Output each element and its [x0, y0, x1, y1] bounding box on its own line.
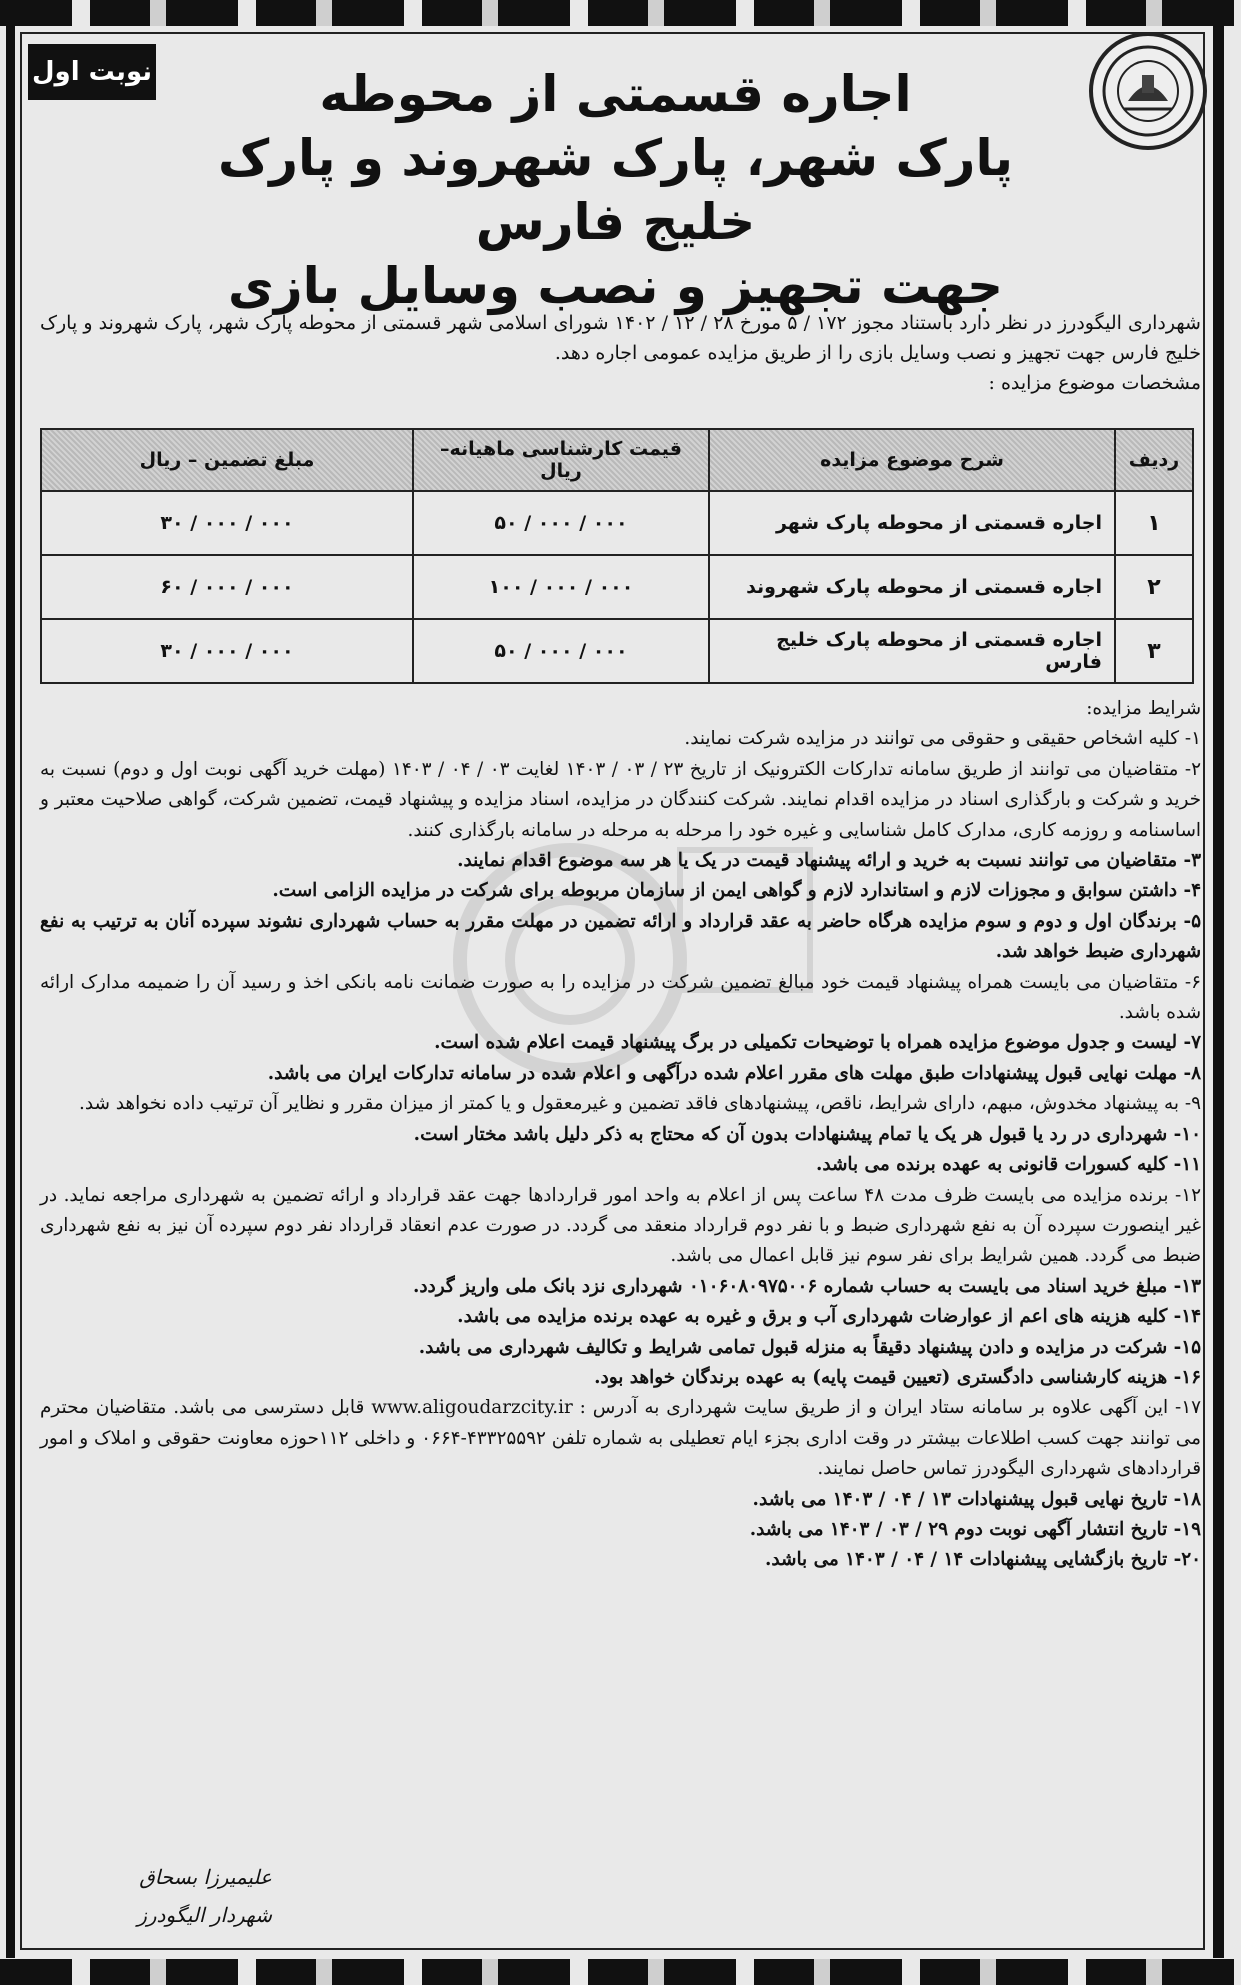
conditions-section — [40, 694, 1201, 1576]
row-expert-price: ۰۰۰ / ۰۰۰ / ۵۰ — [413, 491, 709, 555]
intro-section — [40, 308, 1201, 398]
header-deposit: مبلغ تضمین – ریال — [41, 429, 413, 491]
condition-item: ۱۶- هزینه کارشناسی دادگستری (تعیین قیمت پایه) به عهده برندگان خواهد بود. — [594, 1366, 1201, 1388]
header-expert-price: قیمت کارشناسی ماهیانه– ریال — [413, 429, 709, 491]
condition-item: ۱۲- برنده مزایده می بایست ظرف مدت ۴۸ ساعت پس از اعلام به واحد امور قراردادها جهت عقد قرارداد و ارائه تضمین به شهرداری مراجعه نماید. در غیر اینصورت سپرده آن به نفع شهرداری ضبط و با نفر دوم قرارداد منعقد می گردد. در صورت عدم انعقاد قرارداد نفر دوم سپرده آن نیز به نفع شهرداری ضبط می گردد. همین شرایط برای نفر سوم نیز قابل اعمال می باشد. — [40, 1184, 1201, 1267]
signer-name: علیمیرزا بسحاق — [139, 1865, 272, 1889]
table-row — [41, 491, 1193, 555]
table-header-row — [41, 429, 1193, 491]
condition-item: ۲۰- تاریخ بازگشایی پیشنهادات ۱۴ / ۰۴ / ۱۴۰۳ می باشد. — [764, 1549, 1201, 1571]
conditions-heading: شرایط مزایده: — [1086, 698, 1201, 719]
row-description: اجاره قسمتی از محوطه پارک خلیج فارس — [709, 619, 1115, 683]
row-number: ۱ — [1115, 491, 1193, 555]
signature-block — [32, 1858, 272, 1934]
condition-item: ۸- مهلت نهایی قبول پیشنهادات طبق مهلت های مقرر اعلام شده درآگهی و اعلام شده در سامانه تدارکات ایران می باشد. — [267, 1062, 1201, 1084]
row-deposit: ۰۰۰ / ۰۰۰ / ۳۰ — [41, 491, 413, 555]
title-line-1: اجاره قسمتی از محوطه — [319, 65, 912, 123]
condition-item: ۵- برندگان اول و دوم و سوم مزایده هرگاه حاضر به عقد قرارداد و ارائه تضمین در مهلت مقرر به حساب شهرداری نشوند سپرده آنان به ترتیب به نفع شهرداری ضبط خواهد شد. — [40, 910, 1201, 963]
condition-item: ۴- داشتن سوابق و مجوزات لازم و استاندارد لازم و گواهی ایمن از سازمان مربوطه برای شرکت در مزایده الزامی است. — [272, 880, 1201, 902]
condition-item: ۱۵- شرکت در مزایده و دادن پیشنهاد دقیقاً به منزله قبول تمامی شرایط و تکالیف شهرداری می باشد. — [418, 1336, 1201, 1358]
header-row-number: ردیف — [1115, 429, 1193, 491]
signer-role: شهردار الیگودرز — [137, 1903, 272, 1927]
header-description: شرح موضوع مزایده — [709, 429, 1115, 491]
condition-item: ۷- لیست و جدول موضوع مزایده همراه با توضیحات تکمیلی در برگ پیشنهاد قیمت اعلام شده است. — [434, 1032, 1201, 1054]
row-expert-price: ۰۰۰ / ۰۰۰ / ۱۰۰ — [413, 555, 709, 619]
row-deposit: ۰۰۰ / ۰۰۰ / ۶۰ — [41, 555, 413, 619]
condition-item: ۶- متقاضیان می بایست همراه پیشنهاد قیمت خود مبالغ تضمین شرکت در مزایده را به صورت ضمانت نامه بانکی اخذ و رسید آن را ضمیمه مدارک ارائه شده باشد. — [40, 971, 1201, 1024]
ad-title — [160, 62, 1071, 318]
title-line-2: پارک شهر، پارک شهروند و پارک خلیج فارس — [218, 129, 1013, 251]
table-row — [41, 619, 1193, 683]
row-expert-price: ۰۰۰ / ۰۰۰ / ۵۰ — [413, 619, 709, 683]
row-number: ۳ — [1115, 619, 1193, 683]
row-number: ۲ — [1115, 555, 1193, 619]
condition-item: ۱- کلیه اشخاص حقیقی و حقوقی می توانند در مزایده شرکت نمایند. — [684, 728, 1201, 750]
row-description: اجاره قسمتی از محوطه پارک شهر — [709, 491, 1115, 555]
condition-item: ۱۹- تاریخ انتشار آگهی نوبت دوم ۲۹ / ۰۳ / ۱۴۰۳ می باشد. — [749, 1518, 1201, 1540]
top-border-strip — [0, 0, 1241, 26]
auction-table — [40, 428, 1194, 684]
intro-paragraph: شهرداری الیگودرز در نظر دارد باستناد مجوز ۱۷۲ / ۵ مورخ ۲۸ / ۱۲ / ۱۴۰۲ شورای اسلامی شهر قسمتی از محوطه پارک شهر، پارک شهروند و پارک خلیج فارس جهت تجهیز و نصب وسایل بازی را از طریق مزایده عمومی اجاره دهد. — [40, 312, 1201, 364]
condition-item: ۹- به پیشنهاد مخدوش، مبهم، دارای شرایط، ناقص، پیشنهادهای فاقد تضمین و غیرمعقول و یا کمتر از میزان مقرر و نظایر آن ترتیب داده نخواهد شد. — [79, 1093, 1201, 1115]
row-deposit: ۰۰۰ / ۰۰۰ / ۳۰ — [41, 619, 413, 683]
publication-badge: نوبت اول — [28, 44, 156, 100]
condition-item: ۳- متقاضیان می توانند نسبت به خرید و ارائه پیشنهاد قیمت در یک یا هر سه موضوع اقدام نمایند. — [457, 850, 1201, 872]
bottom-border-strip — [0, 1959, 1241, 1985]
spec-label: مشخصات موضوع مزایده : — [988, 372, 1201, 394]
table-row — [41, 555, 1193, 619]
condition-item: ۱۴- کلیه هزینه های اعم از عوارضات شهرداری آب و برق و غیره به عهده برنده مزایده می باشد. — [457, 1306, 1201, 1328]
title-line-3: جهت تجهیز و نصب وسایل بازی — [228, 257, 1003, 315]
condition-item: ۲- متقاضیان می توانند از طریق سامانه تدارکات الکترونیک از تاریخ ۲۳ / ۰۳ / ۱۴۰۳ لغایت ۰۳ / ۰۴ / ۱۴۰۳ (مهلت خرید آگهی نوبت اول و دوم) نسبت به خرید و شرکت و بارگذاری اسناد در مزایده اقدام نمایند. شرکت کنندگان در مزایده، اسناد مزایده و پیشنهاد قیمت، تضمین شرکت، گواهی صلاحیت معتبر و اساسنامه و روزمه کاری، مدارک کامل شناسایی و غیره خود را مرحله به مرحله در سامانه بارگذاری کنند. — [40, 758, 1201, 841]
condition-item: ۱۷- این آگهی علاوه بر سامانه ستاد ایران و از طریق سایت شهرداری به آدرس : www.aligoudarzcity.ir قابل دسترسی می باشد. متقاضیان محترم می توانند جهت کسب اطلاعات بیشتر در وقت اداری بجزء ایام تعطیلی به شماره تلفن ۴۳۳۲۵۵۹۲-۰۶۶۴ و داخلی ۱۱۲حوزه معاونت حقوقی و املاک و امور قراردادهای شهرداری الیگودرز تماس حاصل نمایند. — [40, 1397, 1201, 1480]
row-description: اجاره قسمتی از محوطه پارک شهروند — [709, 555, 1115, 619]
condition-item: ۱۸- تاریخ نهایی قبول پیشنهادات ۱۳ / ۰۴ / ۱۴۰۳ می باشد. — [752, 1488, 1201, 1510]
municipality-seal-icon — [1089, 32, 1207, 150]
condition-item: ۱۰- شهرداری در رد یا قبول هر یک یا تمام پیشنهادات بدون آن که محتاج به ذکر دلیل باشد مختار است. — [413, 1123, 1201, 1145]
condition-item: ۱۱- کلیه کسورات قانونی به عهده برنده می باشد. — [815, 1154, 1201, 1176]
condition-item: ۱۳- مبلغ خرید اسناد می بایست به حساب شماره ۰۱۰۶۰۸۰۹۷۵۰۰۶ شهرداری نزد بانک ملی واریز گردد. — [412, 1275, 1201, 1297]
